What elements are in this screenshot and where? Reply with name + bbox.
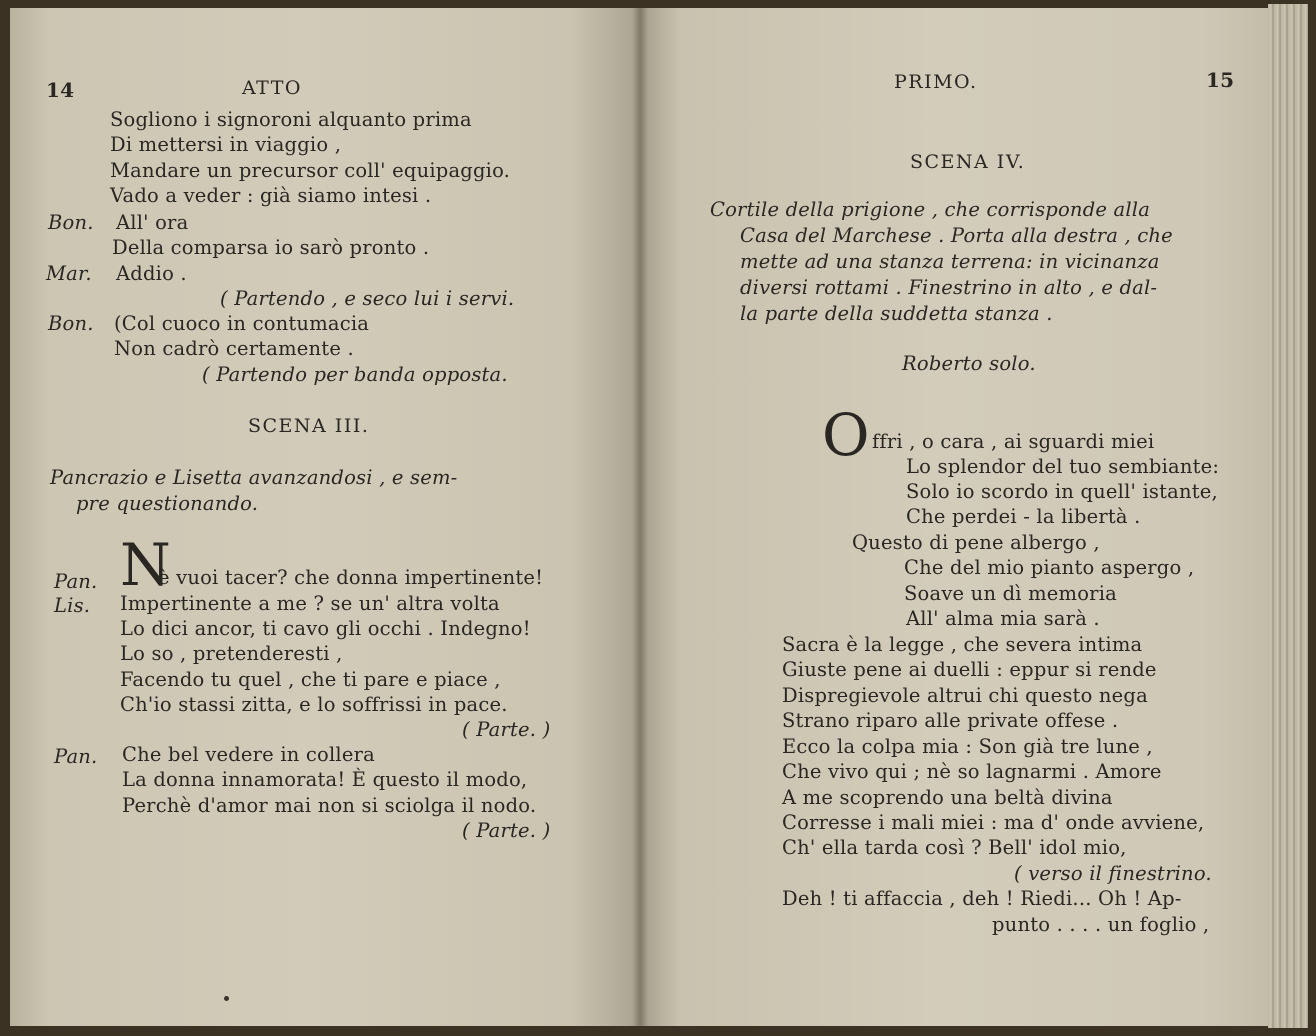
speaker-label: Pan. [54,570,98,593]
speaker-label: Lis. [54,594,91,617]
page-number: 15 [1206,68,1235,92]
stage-direction: ( verso il finestrino. [1014,862,1212,885]
right-page [640,8,1268,1026]
verse-line: Soave un dì memoria [904,582,1117,605]
scene-description: Casa del Marchese . Porta alla destra , che [740,224,1173,247]
verse-line: Ecco la colpa mia : Son già tre lune , [782,735,1153,758]
verse-line: Ch'io stassi zitta, e lo soffrissi in pace. [120,693,508,716]
stage-direction: ( Parte. ) [462,819,551,842]
verse-line: A me scoprendo una beltà divina [782,786,1113,809]
verse-line: All' ora [116,211,189,234]
verse-line: All' alma mia sarà . [906,607,1100,630]
verse-line: Che vivo qui ; nè so lagnarmi . Amore [782,760,1162,783]
verse-line: Lo so , pretenderesti , [120,642,343,665]
verse-line: Sogliono i signoroni alquanto prima [110,108,472,131]
verse-line: Dispregievole altrui chi questo nega [782,684,1148,707]
verse-line: Vado a veder : già siamo intesi . [110,184,432,207]
scene-description: mette ad una stanza terrena: in vicinanza [740,250,1160,273]
left-page [10,8,640,1026]
verse-line: ffri , o cara , ai sguardi miei [872,430,1155,453]
verse-line: Ch' ella tarda così ? Bell' idol mio, [782,836,1127,859]
stage-direction: ( Partendo , e seco lui i servi. [220,287,515,310]
speaker-label: Pan. [54,745,98,768]
verse-line: Deh ! ti affaccia , deh ! Riedi... Oh ! Ap- [782,887,1182,910]
character-heading: Roberto solo. [902,352,1036,375]
verse-line: Non cadrò certamente . [114,337,354,360]
verse-line: Che perdei - la libertà . [906,505,1141,528]
verse-line: Sacra è la legge , che severa intima [782,633,1143,656]
speaker-label: Bon. [48,211,94,234]
scene-heading: SCENA III. [248,415,370,437]
verse-line: Lo splendor del tuo sembiante: [906,455,1220,478]
verse-line: Impertinente a me ? se un' altra volta [120,592,500,615]
verse-line: Che del mio pianto aspergo , [904,556,1195,579]
scene-description: Pancrazio e Lisetta avanzandosi , e sem- [50,466,458,489]
stage-direction: ( Parte. ) [462,718,551,741]
verse-line: (Col cuoco in contumacia [114,312,370,335]
verse-line: Della comparsa io sarò pronto . [112,236,430,259]
scene-description: la parte della suddetta stanza . [740,302,1053,325]
drop-cap: O [822,401,870,469]
drop-cap: N [120,531,171,599]
page-number: 14 [46,78,75,102]
verse-line: Solo io scordo in quell' istante, [906,480,1218,503]
verse-line: Di mettersi in viaggio , [110,133,342,156]
speaker-label: Bon. [48,312,94,335]
verse-line: Facendo tu quel , che ti pare e piace , [120,668,501,691]
verse-line: Perchè d'amor mai non si sciolga il nodo. [122,794,537,817]
scene-description: diversi rottami . Finestrino in alto , e dal- [740,276,1158,299]
scene-description: Cortile della prigione , che corrisponde alla [710,198,1151,221]
verse-line: Mandare un precursor coll' equipaggio. [110,159,511,182]
book-gutter [632,8,648,1026]
page-edges [1268,4,1308,1028]
verse-line: punto . . . . un foglio , [992,913,1210,936]
ink-speck [224,996,229,1001]
verse-line: Che bel vedere in collera [122,743,375,766]
scene-heading: SCENA IV. [910,151,1026,173]
verse-line: Corresse i mali miei : ma d' onde avviene, [782,811,1205,834]
speaker-label: Mar. [46,262,92,285]
running-head: ATTO [242,77,302,99]
verse-line: La donna innamorata! È questo il modo, [122,768,528,791]
verse-line: Questo di pene albergo , [852,531,1100,554]
verse-line: Strano riparo alle private offese . [782,709,1119,732]
running-head: PRIMO. [894,71,978,93]
scene-description: pre questionando. [76,492,259,515]
verse-line: Giuste pene ai duelli : eppur si rende [782,658,1157,681]
stage-direction: ( Partendo per banda opposta. [202,363,508,386]
verse-line: Addio . [116,262,187,285]
verse-line: Lo dici ancor, ti cavo gli occhi . Indegno! [120,617,531,640]
verse-line: è vuoi tacer? che donna impertinente! [158,566,544,589]
